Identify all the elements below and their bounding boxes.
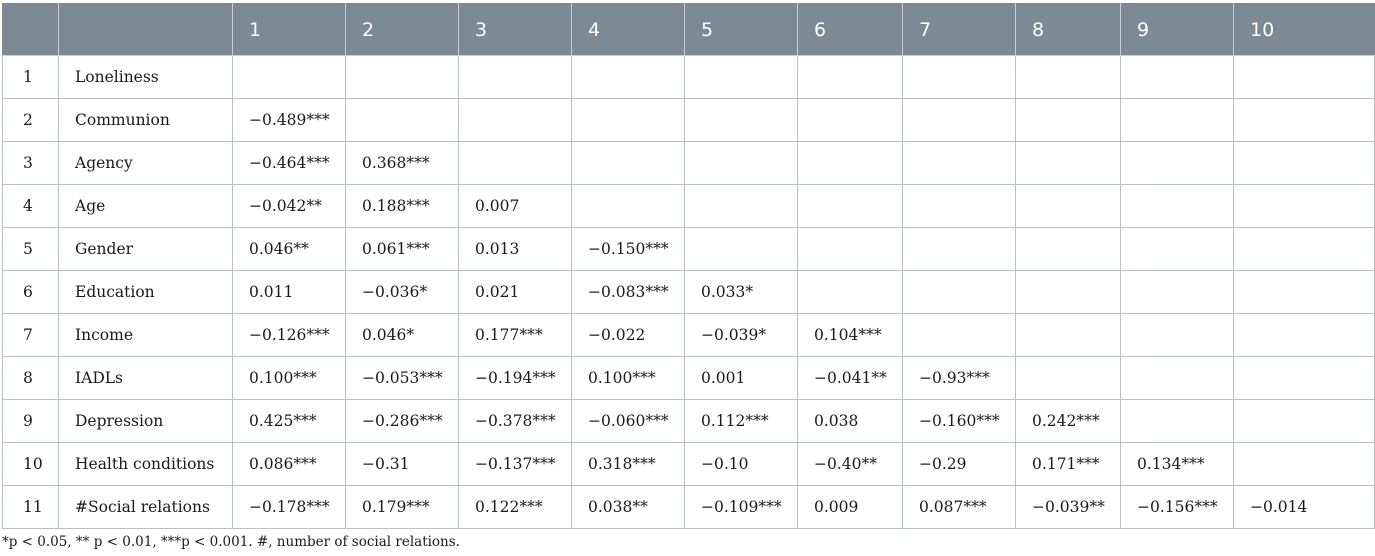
table-cell: 0.038** [572, 486, 685, 529]
table-row [3, 357, 1375, 400]
table-cell: 0.011 [233, 271, 346, 314]
table-cell [1016, 357, 1121, 400]
table-row [3, 228, 1375, 271]
table-cell [1016, 56, 1121, 99]
table-cell [1121, 271, 1234, 314]
table-cell [459, 56, 572, 99]
table-cell: −0.060*** [572, 400, 685, 443]
table-cell: −0.93*** [903, 357, 1016, 400]
table-cell [1016, 99, 1121, 142]
table-cell: 0.087*** [903, 486, 1016, 529]
table-cell [903, 99, 1016, 142]
table-cell: 0.177*** [459, 314, 572, 357]
table-cell: −0.150*** [572, 228, 685, 271]
row-number: 1 [3, 56, 59, 99]
table-cell: −0.40** [798, 443, 903, 486]
row-label: IADLs [59, 357, 233, 400]
table-row [3, 400, 1375, 443]
table-cell [798, 271, 903, 314]
table-cell [1234, 142, 1375, 185]
table-cell [903, 314, 1016, 357]
row-label: Gender [59, 228, 233, 271]
table-row [3, 99, 1375, 142]
column-header [59, 4, 233, 56]
table-cell [685, 142, 798, 185]
table-cell: −0.286*** [346, 400, 459, 443]
row-number: 11 [3, 486, 59, 529]
table-cell [903, 56, 1016, 99]
table-cell [1121, 56, 1234, 99]
table-cell: −0.29 [903, 443, 1016, 486]
table-cell: 0.100*** [233, 357, 346, 400]
table-cell: −0.160*** [903, 400, 1016, 443]
row-label: Income [59, 314, 233, 357]
table-cell: −0.083*** [572, 271, 685, 314]
row-label: Loneliness [59, 56, 233, 99]
row-number: 2 [3, 99, 59, 142]
table-cell: −0.041** [798, 357, 903, 400]
table-cell [1016, 185, 1121, 228]
table-cell: 0.038 [798, 400, 903, 443]
table-cell [1016, 228, 1121, 271]
table-row [3, 142, 1375, 185]
table-row [3, 56, 1375, 99]
row-label: Communion [59, 99, 233, 142]
table-cell [572, 142, 685, 185]
table-cell [798, 56, 903, 99]
row-number: 6 [3, 271, 59, 314]
row-number: 3 [3, 142, 59, 185]
table-cell [1121, 185, 1234, 228]
column-header: 4 [572, 4, 685, 56]
table-cell: −0.137*** [459, 443, 572, 486]
table-cell: 0.368*** [346, 142, 459, 185]
table-cell: −0.126*** [233, 314, 346, 357]
row-label: Education [59, 271, 233, 314]
column-header: 5 [685, 4, 798, 56]
row-label: #Social relations [59, 486, 233, 529]
table-cell: 0.425*** [233, 400, 346, 443]
table-cell [346, 99, 459, 142]
table-cell: 0.046* [346, 314, 459, 357]
table-cell [233, 56, 346, 99]
table-cell [1016, 314, 1121, 357]
table-cell [1234, 271, 1375, 314]
table-footnote: *p < 0.05, ** p < 0.01, ***p < 0.001. #, number of social relations. [2, 534, 460, 550]
table-cell [572, 185, 685, 228]
table-cell [459, 142, 572, 185]
row-label: Agency [59, 142, 233, 185]
table-cell [1234, 357, 1375, 400]
table-cell [685, 185, 798, 228]
column-header [3, 4, 59, 56]
table-cell: 0.318*** [572, 443, 685, 486]
table-cell [685, 99, 798, 142]
table-cell: 0.013 [459, 228, 572, 271]
column-header: 7 [903, 4, 1016, 56]
table-cell [1234, 185, 1375, 228]
table-cell [1121, 228, 1234, 271]
table-cell: −0.489*** [233, 99, 346, 142]
table-cell [1121, 357, 1234, 400]
row-label: Depression [59, 400, 233, 443]
table-cell [1234, 56, 1375, 99]
table-cell: −0.464*** [233, 142, 346, 185]
table-cell: −0.109*** [685, 486, 798, 529]
correlation-table-container [2, 3, 1374, 550]
table-cell [798, 99, 903, 142]
row-number: 9 [3, 400, 59, 443]
row-number: 8 [3, 357, 59, 400]
table-cell: 0.033* [685, 271, 798, 314]
table-cell: 0.242*** [1016, 400, 1121, 443]
table-cell [1234, 99, 1375, 142]
table-body [3, 56, 1375, 529]
table-cell: 0.171*** [1016, 443, 1121, 486]
table-cell: 0.188*** [346, 185, 459, 228]
table-cell: 0.100*** [572, 357, 685, 400]
table-row [3, 443, 1375, 486]
table-cell: −0.10 [685, 443, 798, 486]
table-cell: 0.134*** [1121, 443, 1234, 486]
table-row [3, 185, 1375, 228]
table-cell: −0.053*** [346, 357, 459, 400]
table-cell: −0.178*** [233, 486, 346, 529]
row-number: 7 [3, 314, 59, 357]
row-number: 5 [3, 228, 59, 271]
correlation-table [2, 3, 1375, 529]
table-cell [1234, 400, 1375, 443]
table-cell [798, 228, 903, 271]
table-cell [459, 99, 572, 142]
table-cell [903, 271, 1016, 314]
table-cell: −0.378*** [459, 400, 572, 443]
table-cell [903, 228, 1016, 271]
table-cell [572, 56, 685, 99]
row-label: Age [59, 185, 233, 228]
column-header: 1 [233, 4, 346, 56]
table-header-row [3, 4, 1375, 56]
table-cell [685, 228, 798, 271]
table-cell: 0.046** [233, 228, 346, 271]
table-cell [1121, 314, 1234, 357]
table-cell [1234, 228, 1375, 271]
column-header: 6 [798, 4, 903, 56]
column-header: 8 [1016, 4, 1121, 56]
table-cell: 0.009 [798, 486, 903, 529]
table-cell: 0.001 [685, 357, 798, 400]
table-cell: 0.104*** [798, 314, 903, 357]
table-cell [798, 185, 903, 228]
column-header: 9 [1121, 4, 1234, 56]
table-cell: −0.039** [1016, 486, 1121, 529]
table-cell [798, 142, 903, 185]
table-cell [1016, 142, 1121, 185]
table-cell [903, 142, 1016, 185]
table-cell: −0.022 [572, 314, 685, 357]
table-cell [1121, 99, 1234, 142]
table-cell: 0.007 [459, 185, 572, 228]
table-cell: −0.036* [346, 271, 459, 314]
table-cell [1234, 314, 1375, 357]
table-row [3, 314, 1375, 357]
table-cell [572, 99, 685, 142]
table-cell: 0.179*** [346, 486, 459, 529]
table-cell: 0.086*** [233, 443, 346, 486]
column-header: 10 [1234, 4, 1375, 56]
table-cell: −0.042** [233, 185, 346, 228]
table-cell: 0.112*** [685, 400, 798, 443]
table-cell: 0.122*** [459, 486, 572, 529]
table-cell [903, 185, 1016, 228]
row-number: 4 [3, 185, 59, 228]
table-cell: 0.021 [459, 271, 572, 314]
table-cell: −0.014 [1234, 486, 1375, 529]
table-cell [1121, 142, 1234, 185]
table-cell: −0.039* [685, 314, 798, 357]
table-cell [346, 56, 459, 99]
table-cell: −0.156*** [1121, 486, 1234, 529]
table-cell: −0.194*** [459, 357, 572, 400]
table-cell: 0.061*** [346, 228, 459, 271]
table-cell [685, 56, 798, 99]
table-cell: −0.31 [346, 443, 459, 486]
table-cell [1234, 443, 1375, 486]
table-cell [1121, 400, 1234, 443]
row-label: Health conditions [59, 443, 233, 486]
table-row [3, 486, 1375, 529]
table-row [3, 271, 1375, 314]
column-header: 3 [459, 4, 572, 56]
row-number: 10 [3, 443, 59, 486]
column-header: 2 [346, 4, 459, 56]
table-cell [1016, 271, 1121, 314]
